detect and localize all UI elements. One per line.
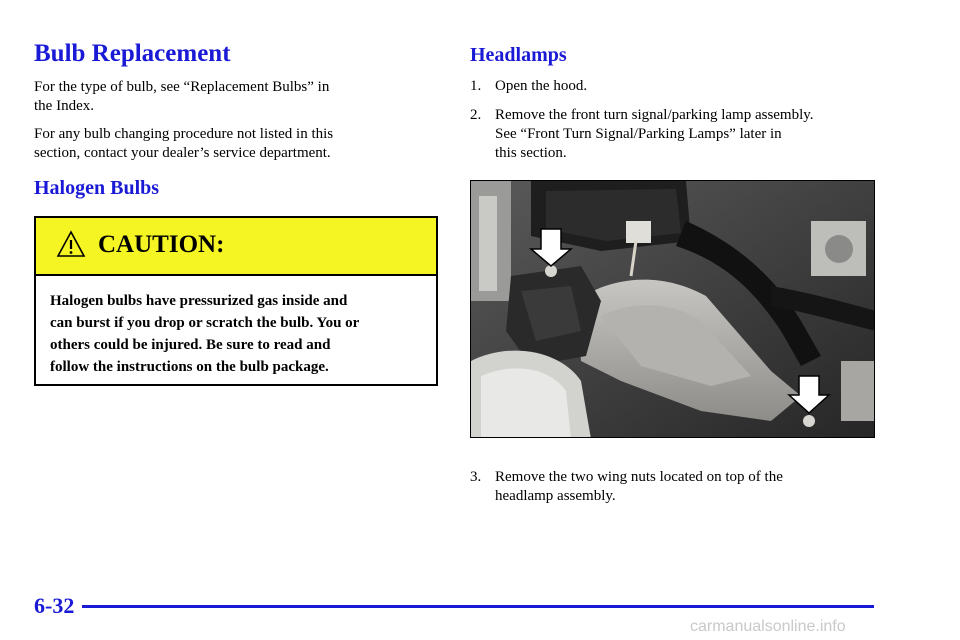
step-text: [495, 106, 814, 163]
caution-line: follow the instructions on the bulb package.: [50, 359, 329, 375]
intro-2-line-1: For any bulb changing procedure not listed in this: [34, 126, 334, 142]
step-line: this section.: [495, 145, 567, 161]
step-text: Open the hood.: [495, 78, 588, 94]
step-2: [470, 106, 890, 166]
caution-text: [50, 290, 428, 378]
step-number: 1.: [470, 78, 482, 94]
page-title: Bulb Replacement: [34, 40, 231, 67]
step-text: [495, 468, 783, 506]
intro-paragraph-2: [34, 125, 333, 163]
section-title-halogen: Halogen Bulbs: [34, 177, 160, 199]
intro-1-line-2: the Index.: [34, 98, 94, 114]
caution-line: can burst if you drop or scratch the bulb. You or: [50, 315, 360, 331]
footer-rule: [82, 605, 874, 608]
page-number: 6-32: [34, 593, 75, 618]
step-number: 3.: [470, 469, 482, 485]
watermark: carmanualsonline.info: [690, 618, 846, 635]
warning-triangle-icon: [56, 230, 86, 258]
caution-line: Halogen bulbs have pressurized gas inside and: [50, 293, 348, 309]
engine-bay-illustration: [471, 181, 875, 438]
step-1: [470, 77, 890, 97]
caution-header: [36, 218, 436, 276]
intro-1-line-1: For the type of bulb, see “Replacement Bulbs” in: [34, 79, 330, 95]
headlamp-photo: [470, 180, 875, 438]
step-3: [470, 468, 890, 508]
step-line: Remove the two wing nuts located on top of the: [495, 469, 783, 485]
step-line: See “Front Turn Signal/Parking Lamps” later in: [495, 126, 782, 142]
section-title-headlamps: Headlamps: [470, 44, 567, 66]
intro-paragraph-1: [34, 78, 329, 116]
caution-title: CAUTION:: [98, 231, 225, 258]
step-line: Remove the front turn signal/parking lamp assembly.: [495, 107, 814, 123]
caution-box: [34, 216, 438, 386]
intro-2-line-2: section, contact your dealer’s service department.: [34, 145, 331, 161]
step-line: headlamp assembly.: [495, 488, 616, 504]
step-number: 2.: [470, 107, 482, 123]
caution-line: others could be injured. Be sure to read and: [50, 337, 331, 353]
